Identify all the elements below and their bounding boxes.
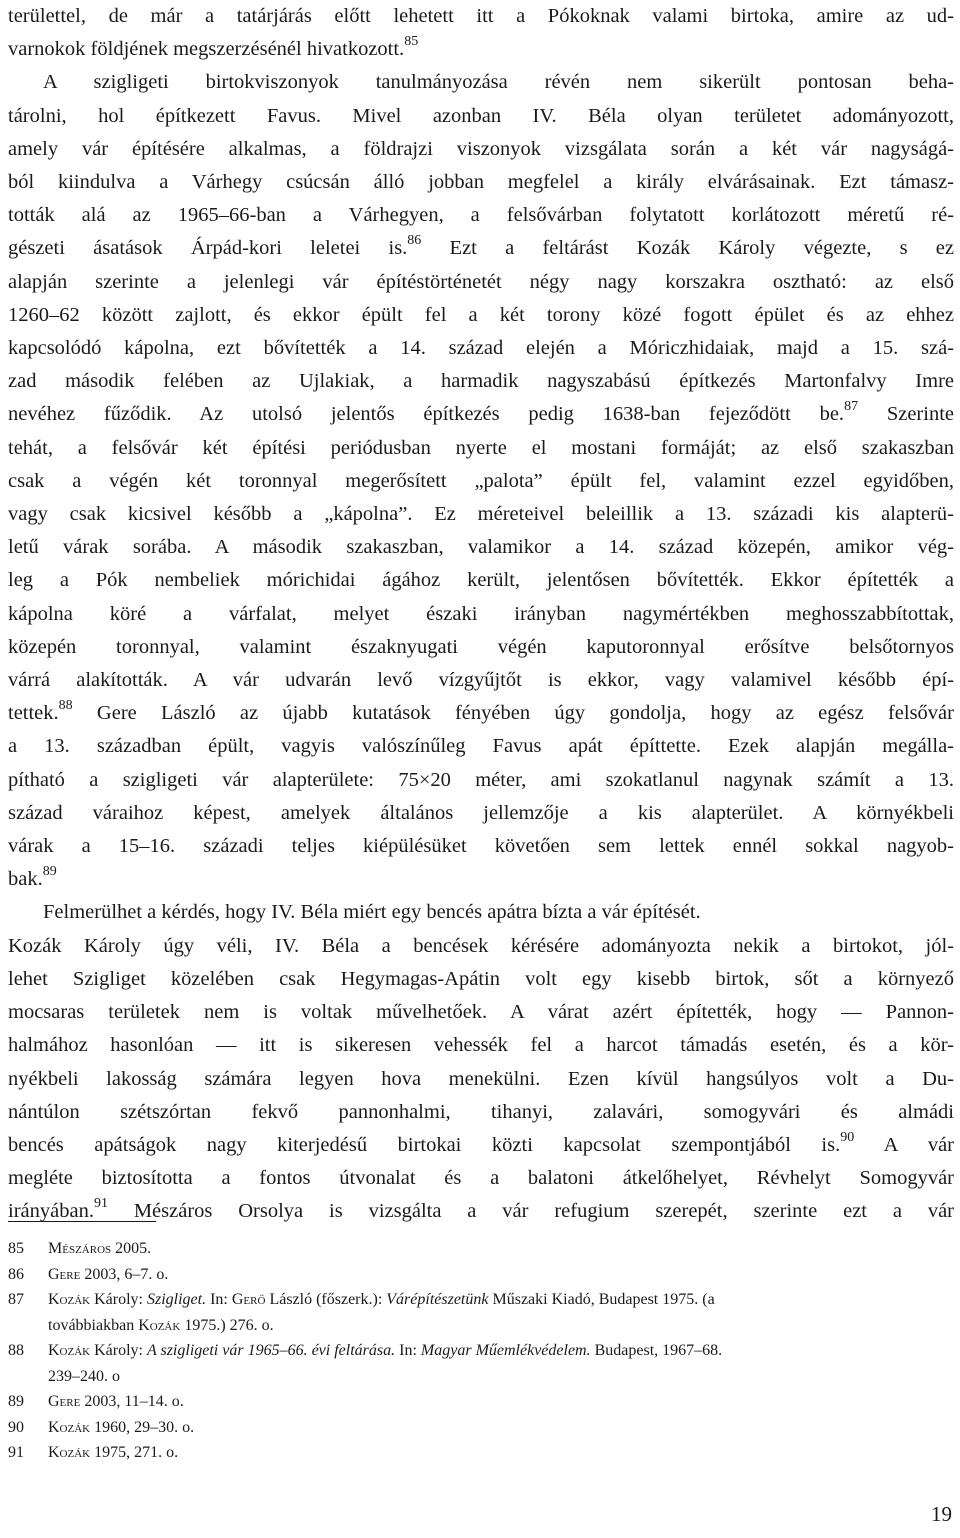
text-line: mocsaras területek nem is voltak művelhetőek. A várat azért építették, hogy — Pannon- <box>8 1001 954 1024</box>
text-line: nántúlon szétszórtan fekvő pannonhalmi, tihanyi, zalavári, somogyvári és almádi <box>8 1100 954 1123</box>
text-line: letű várak sorába. A második szakaszban, valamikor a 14. század közepén, amikor vég- <box>8 536 954 559</box>
text-line: irányában.$^{91}$ Mészáros Orsolya is vizsgálta a vár refugium szerepét, szerinte ezt a vár <box>8 1196 954 1223</box>
footnote-ref[interactable]: 89 <box>42 864 57 880</box>
text-line: halmához hasonlóan — itt is sikeresen vehessék fel a harcot támadás esetén, és a kör- <box>8 1034 954 1057</box>
footnote <box>8 1262 954 1288</box>
page-number: 19 <box>931 1502 952 1526</box>
footnotes <box>8 1236 954 1466</box>
text-line: tották alá az 1965–66-ban a Várhegyen, a felsővárban folytatott korlátozott méretű ré- <box>8 204 954 227</box>
paragraph-start: Felmerülhet a kérdés, hogy IV. Béla miért egy bencés apátra bízta a vár építését. <box>43 901 701 924</box>
body-text <box>8 0 954 1229</box>
footnote <box>8 1236 954 1262</box>
text-line: nyékbeli lakosság számára legyen hova menekülni. Ezen kívül hangsúlyos volt a Du- <box>8 1067 954 1090</box>
text-line: nevéhez fűződik. Az utolsó jelentős építkezés pedig 1638-ban fejeződött be.$^{87}$ Szerinte <box>8 399 954 426</box>
text-line: pítható a szigligeti vár alapterülete: 75×20 méter, ami szokatlanul nagynak számít a 13. <box>8 768 954 791</box>
text-line: megléte biztosította a fontos útvonalat és a balatoni átkelőhelyet, Révhelyt Somogyvár <box>8 1167 954 1190</box>
text-line: tehát, a felsővár két építési periódusban nyerte el mostani formáját; az első szakaszban <box>8 436 954 459</box>
text-line: leg a Pók nembeliek mórichidai ágához került, jelentősen bővítették. Ekkor építették a <box>8 569 954 592</box>
text-line: csak a végén két toronnyal megerősített „palota” épült fel, valamint ezzel egyidőben, <box>8 469 954 492</box>
text-line: amely vár építésére alkalmas, a földrajzi viszonyok vizsgálata során a két vár nagyságá- <box>8 137 954 160</box>
text-line: gészeti ásatások Árpád-kori leletei is.$^{86}$ Ezt a feltárást Kozák Károly végezte, s ez <box>8 233 954 260</box>
text-line: alapján szerinte a jelenlegi vár építéstörténetét négy nagy korszakra osztható: az első <box>8 270 954 293</box>
footnote-ref[interactable]: 85 <box>404 34 419 50</box>
footnote-ref[interactable]: 88 <box>58 698 73 714</box>
footnote-ref[interactable]: 86 <box>407 233 422 249</box>
text-line: kápolna köré a várfalat, melyet északi irányban nagymértékben meghosszabbítottak, <box>8 602 954 625</box>
text-line: várak a 15–16. századi teljes kiépülésüket követően sem lettek ennél sokkal nagyob- <box>8 835 954 858</box>
text-line: területtel, de már a tatárjárás előtt lehetett itt a Pókoknak valami birtoka, amire az ud- <box>8 5 954 27</box>
footnote-ref[interactable]: 87 <box>844 399 859 415</box>
text-line: bencés apátságok nagy kiterjedésű birtokai közti kapcsolat szempontjából is.$^{90}$ A vár <box>8 1129 954 1156</box>
footnote-number: 89 <box>8 1393 24 1410</box>
text-line: zad második felében az Ujlakiak, a harmadik nagyszabású építkezés Martonfalvy Imre <box>8 370 954 393</box>
text-line: varnokok földjének megszerzésénél hivatkozott.$^{85}$ <box>8 34 419 61</box>
footnote-number: 90 <box>8 1418 24 1436</box>
text-line: 1260–62 között zajlott, és ekkor épült fel a két torony közé fogott épület és az ehhez <box>8 303 954 326</box>
footnote-text: Kozák 1975, 271. o. <box>48 1444 179 1461</box>
footnote <box>8 1338 954 1389</box>
footnote-text: Kozák Károly: A szigligeti vár 1965–66. évi feltárása. In: Magyar Műemlékvédelem. Budapest, 1967–68. 239–240. o <box>48 1342 723 1385</box>
footnote-text: Gere 2003, 11–14. o. <box>48 1393 184 1410</box>
footnote-text: Mészáros 2005. <box>48 1240 152 1257</box>
text-line: lehet Szigliget közelében csak Hegymagas-Apátin volt egy kisebb birtok, sőt a környező <box>8 967 954 990</box>
footnote-number: 88 <box>8 1342 24 1359</box>
text-line: tárolni, hol építkezett Favus. Mivel azonban IV. Béla olyan területet adományozott, <box>8 104 954 127</box>
paragraph-start: A szigligeti birtokviszonyok tanulmányozása révén nem sikerült pontosan beha- <box>43 71 954 94</box>
text-line: a 13. században épült, vagyis valószínűleg Favus apát építtette. Ezek alapján megálla- <box>8 735 954 758</box>
footnote <box>8 1440 954 1466</box>
footnote-number: 87 <box>8 1291 24 1308</box>
text-line: kapcsolódó kápolna, ezt bővítették a 14. század elején a Móriczhidaiak, majd a 15. szá- <box>8 337 954 360</box>
footnote-text: Gere 2003, 6–7. o. <box>48 1265 169 1283</box>
text-line: bak.$^{89}$ <box>8 864 57 891</box>
text-line: vagy csak kicsivel később a „kápolna”. Ez méreteivel beleillik a 13. századi kis alapterü- <box>8 503 954 526</box>
footnote-separator <box>8 1221 156 1222</box>
footnote-number: 85 <box>8 1240 24 1257</box>
footnote <box>8 1415 954 1441</box>
footnote-number: 86 <box>8 1265 24 1283</box>
text-line: tettek.$^{88}$ Gere László az újabb kutatások fényében úgy gondolja, hogy az egész felsővár <box>8 698 954 725</box>
footnote-number: 91 <box>8 1444 24 1461</box>
footnote <box>8 1287 954 1338</box>
footnote <box>8 1389 954 1415</box>
footnote-ref[interactable]: 90 <box>840 1129 855 1145</box>
text-line: Kozák Károly úgy véli, IV. Béla a bencések kérésére adományozta nekik a birtokot, jól- <box>8 934 954 957</box>
text-line: ból kiindulva a Várhegy csúcsán álló jobban megfelel a király elvárásainak. Ezt támasz- <box>8 171 954 194</box>
text-line: közepén toronnyal, valamint északnyugati végén kaputoronnyal erősítve belsőtornyos <box>8 635 954 658</box>
footnote-text: Kozák 1960, 29–30. o. <box>48 1418 195 1436</box>
text-line: várrá alakították. A vár udvarán levő vízgyűjtőt is ekkor, vagy valamivel később épí- <box>8 669 954 692</box>
footnote-ref[interactable]: 91 <box>93 1196 108 1212</box>
footnote-text: Kozák Károly: Szigliget. In: Gerő László (főszerk.): Várépítészetünk Műszaki Kiadó, Budapest 1975. (a továbbiakban Kozák 1975.) 276. o. <box>48 1291 715 1334</box>
text-line: század váraihoz képest, amelyek általános jellemzője a kis alapterület. A környékbeli <box>8 801 954 824</box>
